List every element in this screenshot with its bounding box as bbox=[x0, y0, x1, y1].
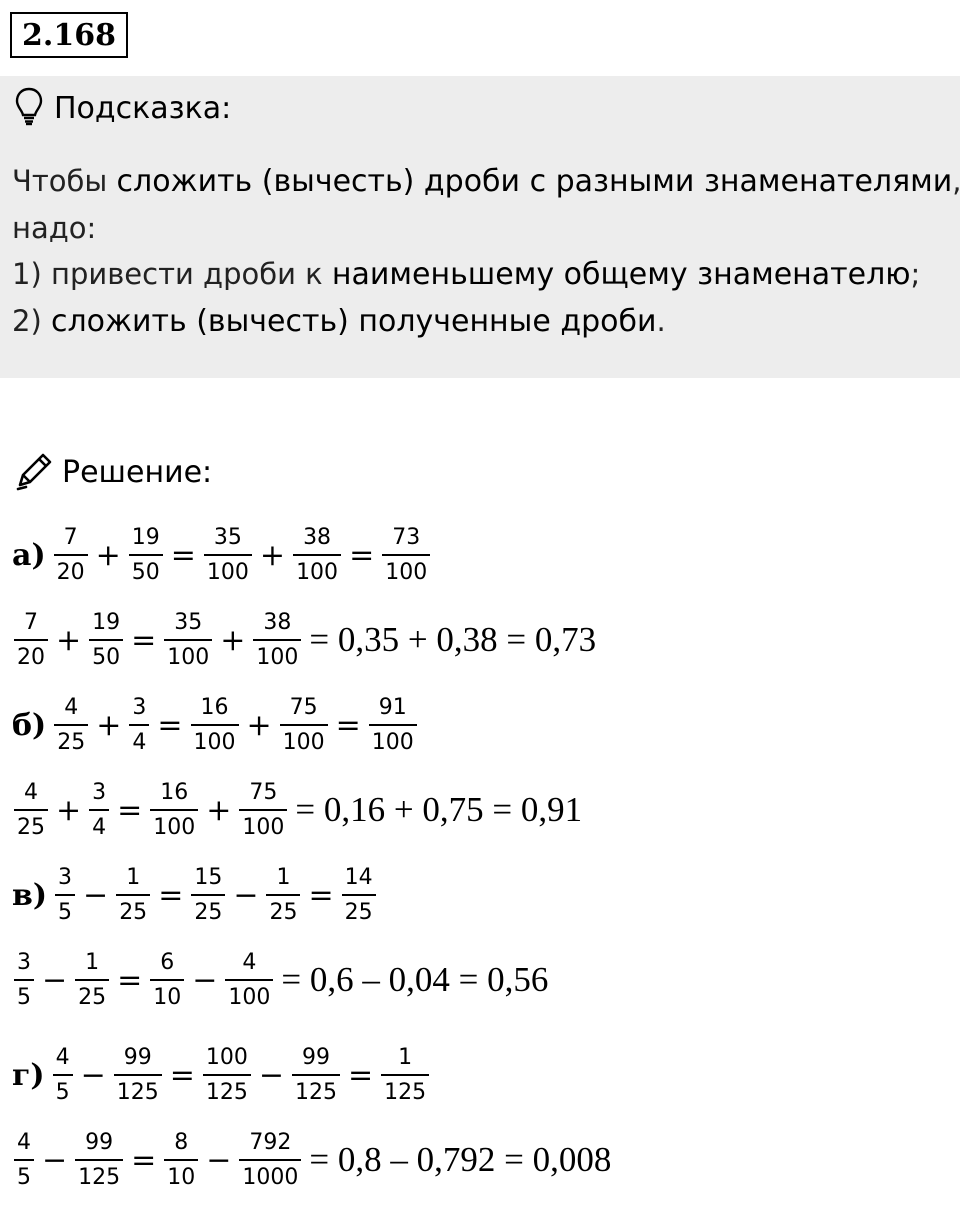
fraction-numerator: 4 bbox=[55, 1044, 70, 1070]
operator: = bbox=[117, 962, 143, 998]
fraction-numerator: 14 bbox=[344, 864, 373, 890]
hint-segment: надо: bbox=[12, 211, 97, 245]
fraction-denominator: 4 bbox=[92, 814, 107, 840]
fraction-denominator: 4 bbox=[132, 729, 147, 755]
operator: = bbox=[158, 877, 184, 913]
equation-label: а) bbox=[12, 537, 46, 573]
fraction-denominator: 25 bbox=[344, 899, 373, 925]
fraction-numerator: 3 bbox=[92, 779, 107, 805]
fraction-bar bbox=[129, 724, 149, 726]
fraction-numerator: 1 bbox=[276, 864, 291, 890]
fraction-bar bbox=[292, 1074, 340, 1076]
fraction-denominator: 100 bbox=[193, 729, 236, 755]
operator: − bbox=[83, 877, 109, 913]
fraction-numerator: 35 bbox=[213, 524, 242, 550]
hint-segment: , bbox=[952, 164, 962, 198]
solution-header bbox=[14, 450, 212, 494]
fraction-bar bbox=[164, 1159, 198, 1161]
fraction bbox=[75, 950, 109, 1011]
fraction-numerator: 16 bbox=[160, 779, 189, 805]
hint-line bbox=[12, 251, 952, 298]
fraction-bar bbox=[114, 1074, 162, 1076]
hint-emphasis: сложить (вычесть) полученные дроби bbox=[50, 304, 657, 339]
fraction-denominator: 100 bbox=[242, 814, 285, 840]
hint-segment: ; bbox=[910, 257, 921, 291]
fraction-bar bbox=[89, 809, 109, 811]
fraction-bar bbox=[239, 1159, 301, 1161]
operator: + bbox=[206, 792, 232, 828]
operator: + bbox=[56, 622, 82, 658]
fraction bbox=[89, 780, 109, 841]
fraction-denominator: 10 bbox=[153, 984, 182, 1010]
equation-row bbox=[12, 685, 419, 765]
fraction-numerator: 99 bbox=[302, 1044, 330, 1070]
fraction bbox=[75, 1130, 123, 1191]
fraction-denominator: 25 bbox=[194, 899, 223, 925]
fraction-denominator: 125 bbox=[78, 1164, 121, 1190]
fraction-bar bbox=[75, 979, 109, 981]
fraction-denominator: 100 bbox=[167, 644, 210, 670]
equation-row bbox=[12, 940, 548, 1020]
fraction-numerator: 7 bbox=[24, 609, 38, 635]
operator: = bbox=[308, 877, 334, 913]
operator: + bbox=[56, 792, 82, 828]
fraction-numerator: 3 bbox=[17, 949, 31, 975]
fraction-denominator: 5 bbox=[17, 984, 31, 1010]
fraction bbox=[266, 865, 300, 926]
operator: = bbox=[157, 707, 183, 743]
lightbulb-icon bbox=[14, 86, 44, 130]
fraction-bar bbox=[203, 1074, 251, 1076]
fraction-numerator: 1 bbox=[85, 949, 100, 975]
fraction bbox=[14, 950, 34, 1011]
fraction-denominator: 100 bbox=[371, 729, 414, 755]
fraction-numerator: 100 bbox=[205, 1044, 248, 1070]
fraction-numerator: 792 bbox=[249, 1129, 292, 1155]
fraction-numerator: 1 bbox=[126, 864, 141, 890]
hint-box bbox=[0, 76, 960, 378]
fraction bbox=[164, 610, 212, 671]
fraction bbox=[382, 525, 430, 586]
decimal-result: = 0,35 + 0,38 = 0,73 bbox=[309, 620, 597, 659]
fraction bbox=[53, 1045, 73, 1106]
equation-row bbox=[12, 855, 378, 935]
fraction bbox=[164, 1130, 198, 1191]
fraction-denominator: 100 bbox=[282, 729, 325, 755]
operator: = bbox=[348, 1057, 374, 1093]
fraction-bar bbox=[191, 724, 239, 726]
hint-line bbox=[12, 205, 952, 251]
decimal-result: = 0,8 – 0,792 = 0,008 bbox=[309, 1140, 612, 1179]
fraction-denominator: 5 bbox=[17, 1164, 31, 1190]
hint-emphasis: наименьшему общему знаменателю bbox=[331, 257, 911, 292]
fraction-numerator: 15 bbox=[194, 864, 223, 890]
fraction-bar bbox=[204, 554, 252, 556]
operator: − bbox=[42, 962, 68, 998]
fraction bbox=[191, 695, 239, 756]
fraction-numerator: 3 bbox=[132, 694, 147, 720]
fraction-denominator: 125 bbox=[384, 1079, 427, 1105]
fraction bbox=[54, 525, 88, 586]
fraction bbox=[280, 695, 328, 756]
equation-label: б) bbox=[12, 707, 47, 743]
operator: − bbox=[42, 1142, 68, 1178]
hint-segment: 1) привести дроби к bbox=[12, 257, 332, 291]
fraction-bar bbox=[14, 1159, 34, 1161]
fraction-numerator: 4 bbox=[242, 949, 257, 975]
fraction-bar bbox=[150, 979, 184, 981]
fraction-denominator: 125 bbox=[295, 1079, 337, 1105]
operator: + bbox=[246, 707, 272, 743]
operator: = bbox=[117, 792, 143, 828]
fraction-denominator: 10 bbox=[167, 1164, 196, 1190]
equation-row bbox=[12, 1035, 431, 1115]
operator: − bbox=[258, 1057, 284, 1093]
fraction-numerator: 91 bbox=[378, 694, 407, 720]
operator: − bbox=[233, 877, 259, 913]
fraction-denominator: 5 bbox=[58, 899, 73, 925]
hint-line bbox=[12, 298, 952, 345]
equation-row bbox=[12, 770, 582, 850]
fraction bbox=[129, 525, 163, 586]
fraction-bar bbox=[14, 639, 48, 641]
fraction-bar bbox=[55, 894, 75, 896]
operator: + bbox=[95, 537, 121, 573]
fraction-bar bbox=[253, 639, 301, 641]
fraction-bar bbox=[225, 979, 273, 981]
fraction bbox=[14, 610, 48, 671]
fraction bbox=[203, 1045, 251, 1106]
fraction-numerator: 19 bbox=[92, 609, 121, 635]
fraction-bar bbox=[53, 1074, 73, 1076]
hint-segment: . bbox=[656, 304, 666, 338]
fraction bbox=[129, 695, 149, 756]
hint-segment: Чтобы bbox=[12, 164, 117, 198]
fraction-bar bbox=[116, 894, 150, 896]
operator: = bbox=[131, 1142, 157, 1178]
fraction-denominator: 20 bbox=[56, 559, 85, 585]
fraction-numerator: 6 bbox=[160, 949, 175, 975]
fraction-numerator: 99 bbox=[123, 1044, 152, 1070]
fraction-numerator: 8 bbox=[174, 1129, 189, 1155]
fraction-denominator: 1000 bbox=[242, 1164, 299, 1190]
fraction-numerator: 35 bbox=[174, 609, 203, 635]
fraction-bar bbox=[164, 639, 212, 641]
fraction bbox=[89, 610, 123, 671]
fraction bbox=[14, 780, 48, 841]
fraction-denominator: 20 bbox=[17, 644, 45, 670]
fraction-numerator: 7 bbox=[63, 524, 78, 550]
fraction bbox=[253, 610, 301, 671]
fraction-bar bbox=[381, 1074, 429, 1076]
fraction-denominator: 25 bbox=[17, 814, 45, 840]
fraction bbox=[150, 780, 198, 841]
fraction-denominator: 100 bbox=[296, 559, 339, 585]
equation-row bbox=[12, 600, 596, 680]
fraction-denominator: 100 bbox=[153, 814, 196, 840]
fraction-denominator: 25 bbox=[78, 984, 107, 1010]
hint-segment: 2) bbox=[12, 304, 51, 338]
fraction-bar bbox=[14, 979, 34, 981]
equation-row bbox=[12, 1120, 611, 1200]
fraction-denominator: 25 bbox=[57, 729, 86, 755]
fraction-bar bbox=[191, 894, 225, 896]
operator: = bbox=[335, 707, 361, 743]
fraction-bar bbox=[129, 554, 163, 556]
decimal-result: = 0,6 – 0,04 = 0,56 bbox=[281, 960, 549, 999]
fraction-numerator: 19 bbox=[131, 524, 160, 550]
fraction-bar bbox=[75, 1159, 123, 1161]
operator: = bbox=[170, 537, 196, 573]
hint-header bbox=[14, 90, 231, 126]
fraction bbox=[292, 1045, 340, 1106]
fraction-bar bbox=[382, 554, 430, 556]
fraction-bar bbox=[369, 724, 417, 726]
fraction-denominator: 100 bbox=[228, 984, 271, 1010]
fraction bbox=[239, 780, 287, 841]
fraction-denominator: 25 bbox=[269, 899, 298, 925]
equation-row bbox=[12, 515, 432, 595]
fraction-bar bbox=[239, 809, 287, 811]
operator: − bbox=[206, 1142, 232, 1178]
fraction bbox=[204, 525, 252, 586]
operator: + bbox=[259, 537, 286, 573]
equation-label: г) bbox=[12, 1057, 45, 1093]
equation-label: в) bbox=[12, 877, 48, 913]
fraction-numerator: 99 bbox=[85, 1129, 114, 1155]
operator: = bbox=[169, 1057, 195, 1093]
fraction-bar bbox=[14, 809, 48, 811]
fraction bbox=[55, 865, 75, 926]
fraction bbox=[381, 1045, 429, 1106]
operator: = bbox=[349, 537, 375, 573]
fraction-numerator: 38 bbox=[263, 609, 292, 635]
fraction bbox=[116, 865, 150, 926]
fraction bbox=[54, 695, 88, 756]
fraction-numerator: 3 bbox=[58, 864, 73, 890]
fraction-denominator: 125 bbox=[116, 1079, 159, 1105]
fraction-denominator: 50 bbox=[131, 559, 160, 585]
fraction bbox=[191, 865, 225, 926]
operator: + bbox=[96, 707, 122, 743]
fraction bbox=[342, 865, 376, 926]
fraction-bar bbox=[54, 724, 88, 726]
fraction bbox=[114, 1045, 162, 1106]
fraction bbox=[293, 525, 341, 586]
fraction-numerator: 4 bbox=[64, 694, 79, 720]
operator: − bbox=[192, 962, 218, 998]
solution-title: Решение: bbox=[62, 454, 213, 490]
fraction bbox=[369, 695, 417, 756]
hint-line bbox=[12, 158, 962, 205]
fraction-denominator: 100 bbox=[385, 559, 428, 585]
fraction bbox=[14, 1130, 34, 1191]
fraction-numerator: 4 bbox=[17, 1129, 31, 1155]
fraction-bar bbox=[150, 809, 198, 811]
fraction-denominator: 25 bbox=[119, 899, 148, 925]
fraction-numerator: 75 bbox=[249, 779, 278, 805]
fraction-numerator: 4 bbox=[24, 779, 38, 805]
hint-title: Подсказка: bbox=[54, 90, 232, 126]
fraction-denominator: 125 bbox=[205, 1079, 248, 1105]
decimal-result: = 0,16 + 0,75 = 0,91 bbox=[295, 790, 583, 829]
fraction-bar bbox=[89, 639, 123, 641]
fraction-denominator: 50 bbox=[92, 644, 121, 670]
pencil-icon bbox=[14, 449, 56, 495]
fraction-bar bbox=[280, 724, 328, 726]
fraction bbox=[150, 950, 184, 1011]
fraction-bar bbox=[54, 554, 88, 556]
fraction-bar bbox=[266, 894, 300, 896]
fraction bbox=[225, 950, 273, 1011]
fraction-bar bbox=[342, 894, 376, 896]
problem-number: 2.168 bbox=[10, 12, 128, 58]
fraction bbox=[239, 1130, 301, 1191]
hint-text bbox=[12, 158, 962, 345]
fraction-bar bbox=[293, 554, 341, 556]
fraction-numerator: 73 bbox=[392, 524, 421, 550]
fraction-numerator: 75 bbox=[289, 694, 318, 720]
operator: + bbox=[220, 622, 246, 658]
hint-emphasis: сложить (вычесть) дроби с разными знаменателями bbox=[116, 164, 953, 199]
fraction-denominator: 100 bbox=[256, 644, 299, 670]
fraction-numerator: 38 bbox=[303, 524, 332, 550]
operator: − bbox=[80, 1057, 106, 1093]
fraction-numerator: 16 bbox=[200, 694, 229, 720]
fraction-denominator: 100 bbox=[206, 559, 249, 585]
fraction-numerator: 1 bbox=[398, 1044, 413, 1070]
fraction-denominator: 5 bbox=[55, 1079, 70, 1105]
operator: = bbox=[131, 622, 157, 658]
